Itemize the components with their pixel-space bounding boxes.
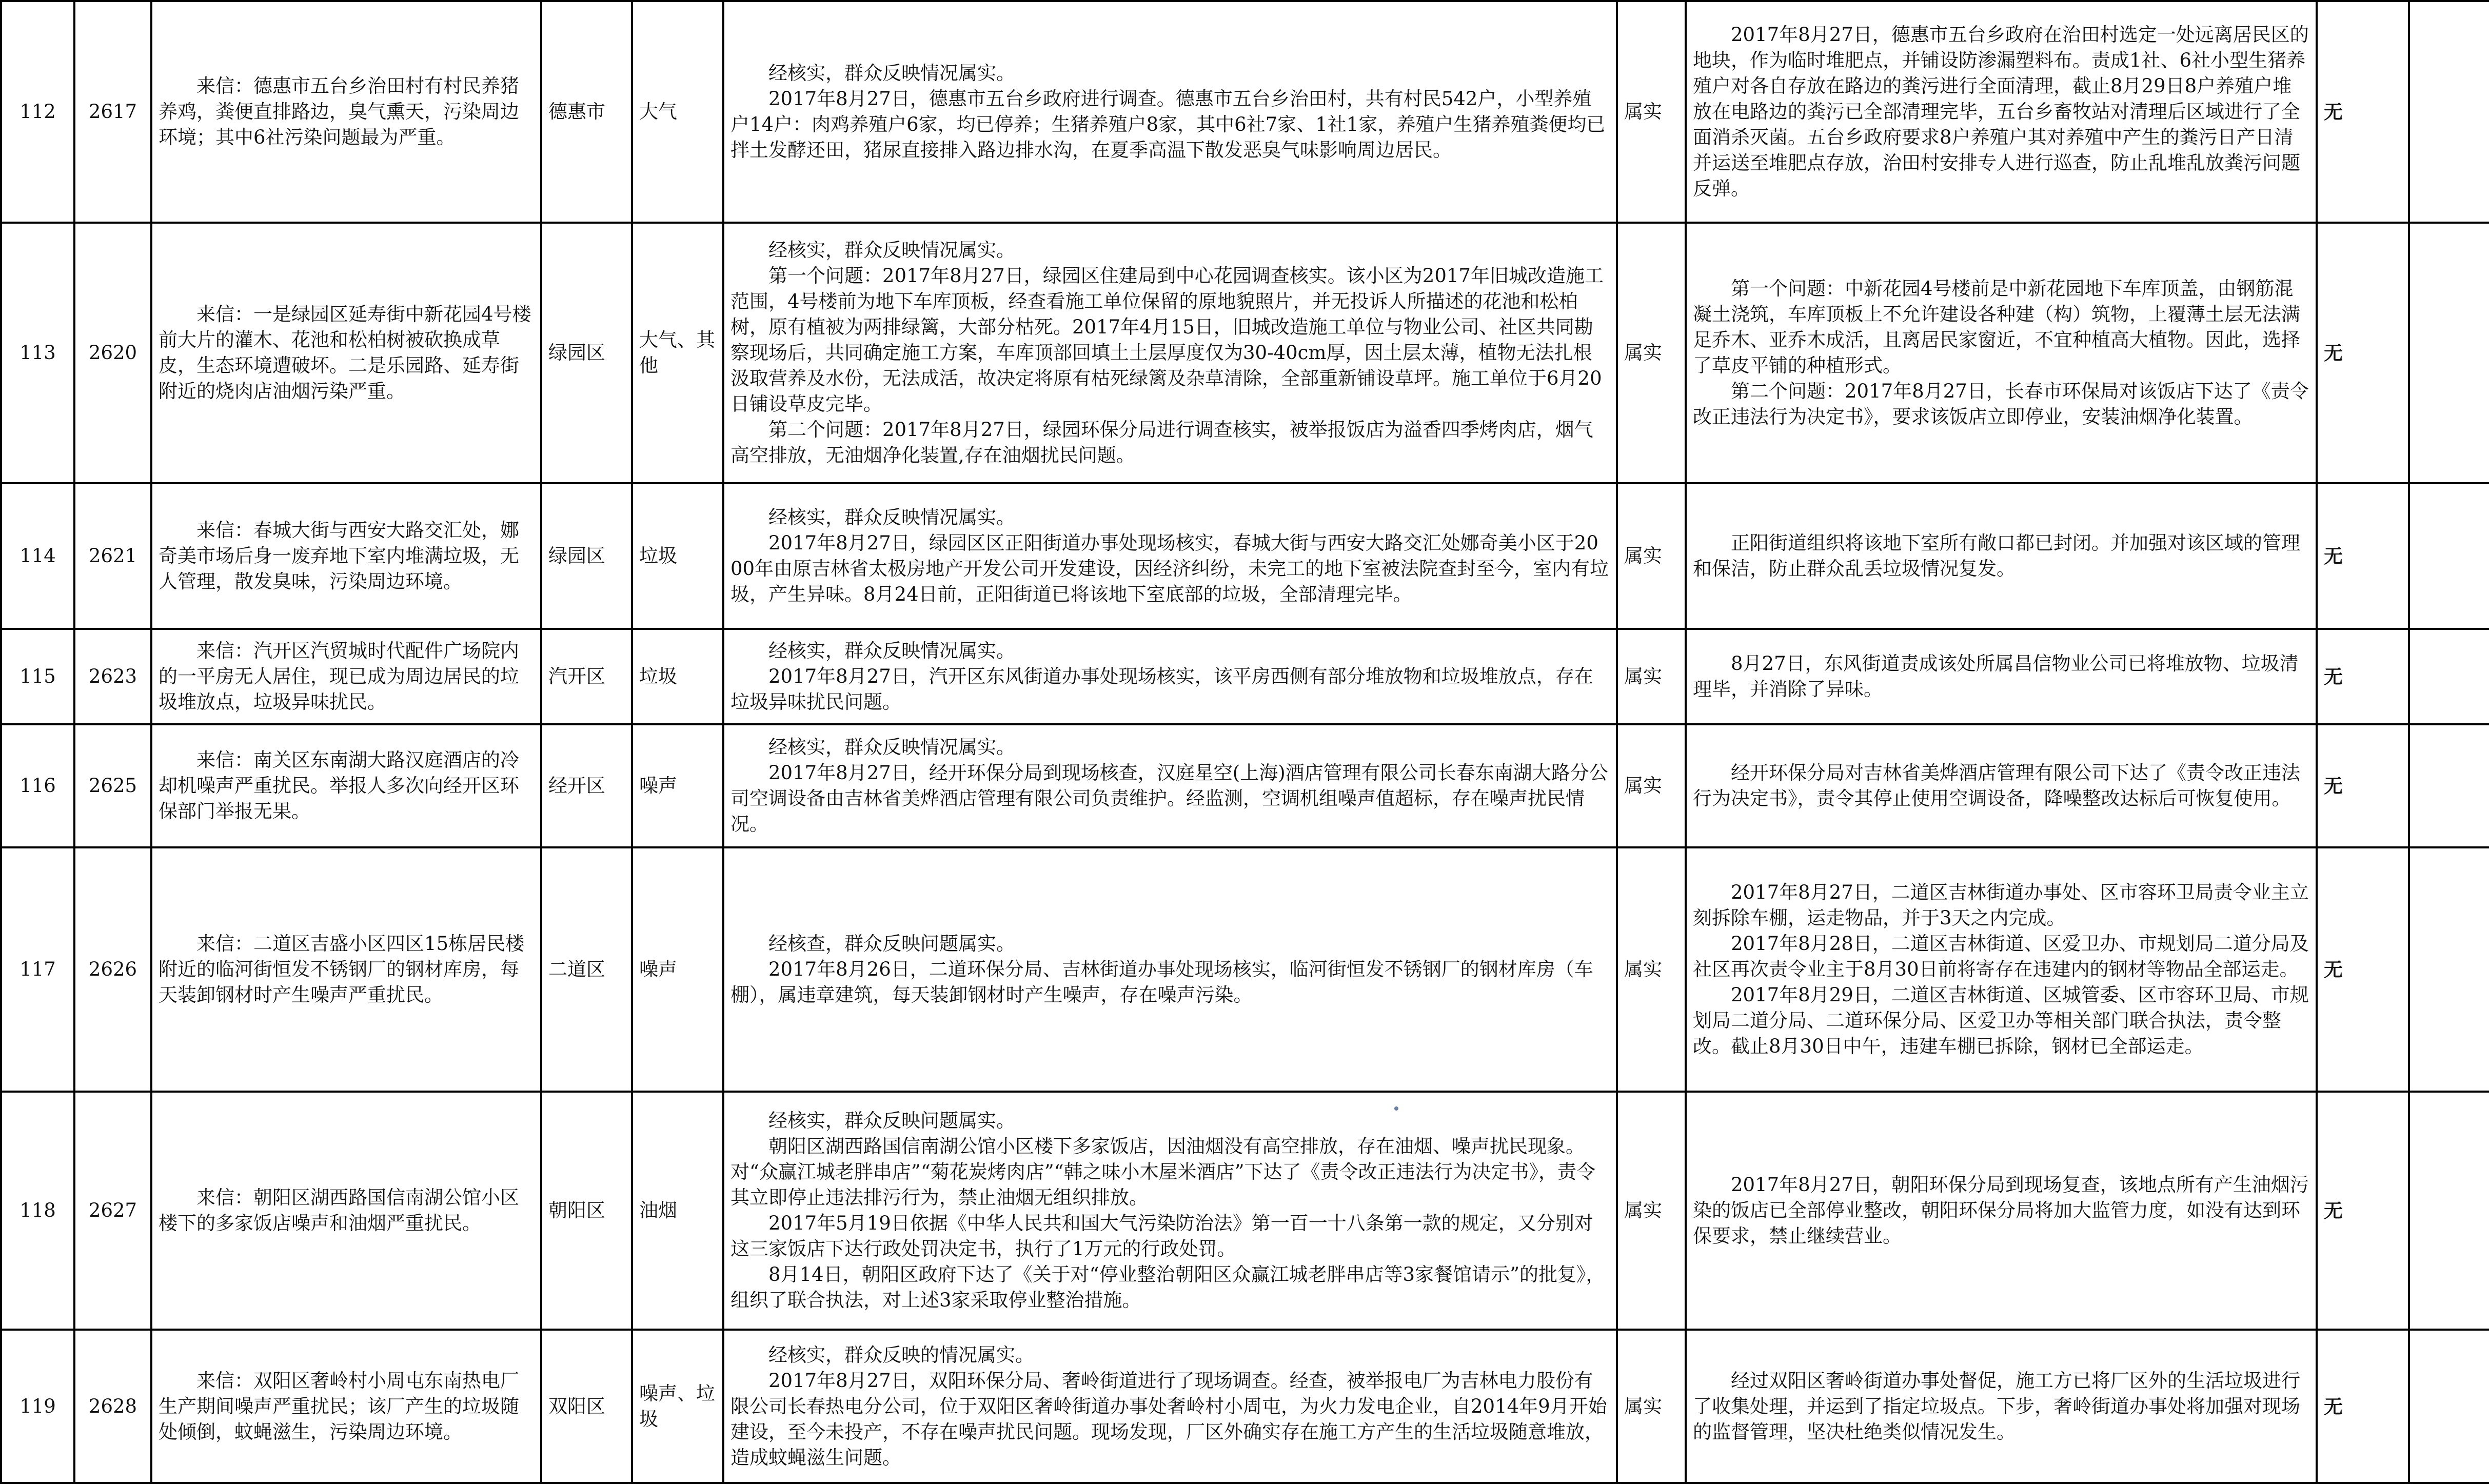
handling-cell-paragraph: 8月27日，东风街道责成该处所属昌信物业公司已将堆放物、垃圾清理毕，并消除了异味。: [1693, 652, 2299, 700]
table-row: [1, 629, 2489, 724]
table-row: [1, 483, 2489, 629]
verification-cell-paragraph: 2017年8月27日，德惠市五台乡政府进行调查。德惠市五台乡治田村，共有村民542户，小型养殖户14户：肉鸡养殖户6家，均已停养；生猪养殖户8家，其中6社7家、1社1家，养殖户生猪养殖粪便均已拌土发酵还田，猪尿直接排入路边排水沟，在夏季高温下散发恶臭气味影响周边居民。: [730, 88, 1606, 161]
handling-cell-paragraph: 2017年8月27日，朝阳环保分局到现场复查，该地点所有产生油烟污染的饭店已全部停业整改，朝阳环保分局将加大监管力度，如没有达到环保要求，禁止继续营业。: [1693, 1174, 2309, 1247]
handling-cell: [1686, 223, 2317, 483]
complaint-cell: [151, 1, 541, 223]
pollution-type-cell: 噪声: [632, 847, 723, 1092]
complaint-cell: [151, 483, 541, 629]
table-row: [1, 223, 2489, 483]
verification-cell-paragraph: 经核实，群众反映情况属实。: [768, 736, 1015, 758]
verification-cell-paragraph: 8月14日，朝阳区政府下达了《关于对“停业整治朝阳区众赢江城老胖串店等3家餐馆请示”的批复》，组织了联合执法，对上述3家采取停业整治措施。: [730, 1263, 1605, 1311]
case-number-cell: 2627: [74, 1092, 151, 1330]
pollution-type-cell: 噪声、垃圾: [632, 1330, 723, 1483]
verification-cell-paragraph: 2017年8月27日，汽开区东风街道办事处现场核实，该平房西侧有部分堆放物和垃圾堆放点，存在垃圾异味扰民问题。: [730, 665, 1593, 713]
case-number-cell: 2623: [74, 629, 151, 724]
complaint-cell: [151, 1330, 541, 1483]
verification-result-cell: 属实: [1617, 223, 1686, 483]
row-index-cell: 116: [1, 724, 74, 847]
handling-cell-paragraph: 正阳街道组织将该地下室所有敞口都已封闭。并加强对该区域的管理和保洁，防止群众乱丢垃圾情况复发。: [1693, 532, 2300, 580]
handling-cell-paragraph: 第一个问题：中新花园4号楼前是中新花园地下车库顶盖，由钢筋混凝土浇筑，车库顶板上不允许建设各种建（构）筑物，上覆薄土层无法满足乔木、亚乔木成活，且离居民家窗近，不宜种植高大植物。因此，选择了草皮平铺的种植形式。: [1693, 278, 2300, 377]
verification-result-cell: 属实: [1617, 847, 1686, 1092]
accountability-cell: 无: [2317, 629, 2409, 724]
admin-unit-cell: 朝阳区: [541, 1092, 632, 1330]
verification-cell-paragraph: 2017年8月27日，双阳环保分局、奢岭街道进行了现场调查。经查，被举报电厂为吉林电力股份有限公司长春热电分公司，位于双阳区奢岭街道办事处奢岭村小周屯，为火力发电企业，自2014年9月开始建设，至今未投产，不存在噪声扰民问题。现场发现，厂区外确实存在施工方产生的生活垃圾随意堆放，造成蚊蝇滋生问题。: [730, 1369, 1607, 1469]
pollution-type-cell: 垃圾: [632, 629, 723, 724]
verification-cell-paragraph: 经核实，群众反映情况属实。: [768, 239, 1015, 261]
verification-cell-paragraph: 经核实，群众反映情况属实。: [768, 506, 1015, 528]
handling-cell-paragraph: 第二个问题：2017年8月27日，长春市环保局对该饭店下达了《责令改正违法行为决定书》，要求该饭店立即停业，安装油烟净化装置。: [1693, 380, 2309, 428]
accountability-cell: 无: [2317, 1330, 2409, 1483]
accountability-cell: 无: [2317, 1092, 2409, 1330]
complaint-text: 来信：二道区吉盛小区四区15栋居民楼附近的临河街恒发不锈钢厂的钢材库房，每天装卸钢材时产生噪声严重扰民。: [159, 933, 525, 1006]
complaint-cell: [151, 724, 541, 847]
table-row: [1, 1330, 2489, 1483]
verification-result-cell: 属实: [1617, 1330, 1686, 1483]
verification-cell: [723, 1092, 1617, 1330]
handling-cell-paragraph: 经过双阳区奢岭街道办事处督促，施工方已将厂区外的生活垃圾进行了收集处理，并运到了指定垃圾点。下步，奢岭街道办事处将加强对现场的监督管理，坚决杜绝类似情况发生。: [1693, 1369, 2300, 1443]
verification-cell: [723, 724, 1617, 847]
table-body: [1, 1, 2489, 1483]
verification-cell-paragraph: 朝阳区湖西路国信南湖公馆小区楼下多家饭店，因油烟没有高空排放，存在油烟、噪声扰民现象。对“众赢江城老胖串店”“菊花炭烤肉店”“韩之味小木屋米酒店”下达了《责令改正违法行为决定书》，责令其立即停止违法排污行为，禁止油烟无组织排放。: [730, 1135, 1595, 1209]
handling-cell: [1686, 1, 2317, 223]
verification-cell-paragraph: 2017年8月27日，绿园区区正阳街道办事处现场核实，春城大街与西安大路交汇处娜奇美小区于2000年由原吉林省太极房地产开发公司开发建设，因经济纠纷，未完工的地下室被法院查封至今，室内有垃圾，产生异味。8月24日前，正阳街道已将该地下室底部的垃圾，全部清理完毕。: [730, 532, 1609, 605]
verification-cell: [723, 847, 1617, 1092]
complaint-text: 来信：汽开区汽贸城时代配件广场院内的一平房无人居住，现已成为周边居民的垃圾堆放点，垃圾异味扰民。: [159, 640, 519, 713]
complaint-cell: [151, 1092, 541, 1330]
case-number-cell: 2620: [74, 223, 151, 483]
verification-cell-paragraph: 经核实，群众反映情况属实。: [768, 62, 1015, 84]
complaint-cell: [151, 223, 541, 483]
row-index-cell: 119: [1, 1330, 74, 1483]
handling-cell: [1686, 724, 2317, 847]
verification-result-cell: 属实: [1617, 629, 1686, 724]
verification-cell-paragraph: 2017年8月26日，二道环保分局、吉林街道办事处现场核实，临河街恒发不锈钢厂的钢材库房（车棚），属违章建筑，每天装卸钢材时产生噪声，存在噪声污染。: [730, 958, 1593, 1006]
handling-cell-paragraph: 2017年8月27日，二道区吉林街道办事处、区市容环卫局责令业主立刻拆除车棚，运走物品，并于3天之内完成。: [1693, 881, 2309, 929]
row-index-cell: 117: [1, 847, 74, 1092]
verification-cell: [723, 223, 1617, 483]
verification-cell-paragraph: 经核查，群众反映问题属实。: [768, 933, 1015, 955]
complaint-text: 来信：德惠市五台乡治田村有村民养猪养鸡，粪便直排路边，臭气熏天，污染周边环境；其中6社污染问题最为严重。: [159, 75, 519, 148]
row-index-cell: 112: [1, 1, 74, 223]
handling-cell: [1686, 629, 2317, 724]
blank-cell: [2409, 1092, 2489, 1330]
verification-cell-paragraph: 2017年5月19日依据《中华人民共和国大气污染防治法》第一百一十八条第一款的规定，又分别对这三家饭店下达行政处罚决定书，执行了1万元的行政处罚。: [730, 1212, 1593, 1260]
handling-cell-paragraph: 2017年8月29日，二道区吉林街道、区城管委、区市容环卫局、市规划局二道分局、二道环保分局、区爱卫办等相关部门联合执法，责令整改。截止8月30日中午，违建车棚已拆除，钢材已全部运走。: [1693, 984, 2309, 1057]
complaint-text: 来信：朝阳区湖西路国信南湖公馆小区楼下的多家饭店噪声和油烟严重扰民。: [159, 1186, 519, 1234]
admin-unit-cell: 汽开区: [541, 629, 632, 724]
verification-cell-paragraph: 经核实，群众反映的情况属实。: [768, 1343, 1034, 1366]
complaint-cell: [151, 847, 541, 1092]
complaint-text: 来信：双阳区奢岭村小周屯东南热电厂生产期间噪声严重扰民；该厂产生的垃圾随处倾倒，蚊蝇滋生，污染周边环境。: [159, 1369, 519, 1443]
pollution-type-cell: 大气、其他: [632, 223, 723, 483]
pollution-type-cell: 垃圾: [632, 483, 723, 629]
verification-cell-paragraph: 第二个问题：2017年8月27日，绿园环保分局进行调查核实，被举报饭店为溢香四季烤肉店，烟气高空排放，无油烟净化装置,存在油烟扰民问题。: [730, 419, 1593, 466]
blank-cell: [2409, 847, 2489, 1092]
accountability-cell: 无: [2317, 847, 2409, 1092]
verification-cell: [723, 483, 1617, 629]
verification-result-cell: 属实: [1617, 483, 1686, 629]
blank-cell: [2409, 629, 2489, 724]
row-index-cell: 115: [1, 629, 74, 724]
row-index-cell: 114: [1, 483, 74, 629]
handling-cell: [1686, 483, 2317, 629]
admin-unit-cell: 双阳区: [541, 1330, 632, 1483]
complaint-text: 来信：一是绿园区延寿街中新花园4号楼前大片的灌木、花池和松柏树被砍换成草皮，生态环境遭破坏。二是乐园路、延寿街附近的烧肉店油烟污染严重。: [159, 303, 531, 402]
admin-unit-cell: 经开区: [541, 724, 632, 847]
complaint-cell: [151, 629, 541, 724]
admin-unit-cell: 绿园区: [541, 223, 632, 483]
verification-result-cell: 属实: [1617, 1, 1686, 223]
verification-result-cell: 属实: [1617, 724, 1686, 847]
case-number-cell: 2625: [74, 724, 151, 847]
accountability-cell: 无: [2317, 223, 2409, 483]
verification-cell: [723, 1, 1617, 223]
handling-cell-paragraph: 2017年8月28日，二道区吉林街道、区爱卫办、市规划局二道分局及社区再次责令业主于8月30日前将寄存在违建内的钢材等物品全部运走。: [1693, 933, 2309, 980]
case-number-cell: 2617: [74, 1, 151, 223]
verification-cell-paragraph: 经核实，群众反映情况属实。: [768, 640, 1015, 662]
blank-cell: [2409, 1330, 2489, 1483]
accountability-cell: 无: [2317, 483, 2409, 629]
verification-cell: [723, 629, 1617, 724]
case-number-cell: 2621: [74, 483, 151, 629]
complaint-text: 来信：南关区东南湖大路汉庭酒店的冷却机噪声严重扰民。举报人多次向经开区环保部门举报无果。: [159, 749, 519, 822]
verification-cell-paragraph: 第一个问题：2017年8月27日，绿园区住建局到中心花园调查核实。该小区为2017年旧城改造施工范围，4号楼前为地下车库顶板，经查看施工单位保留的原地貌照片，并无投诉人所描述的花池和松柏树，原有植被为两排绿篱，大部分枯死。2017年4月15日，旧城改造施工单位与物业公司、社区共同勘察现场后，共同确定施工方案，车库顶部回填土土层厚度仅为30-40cm厚，因土层太薄，植物无法扎根汲取营养及水份，无法成活，故决定将原有枯死绿篱及杂草清除，全部重新铺设草坪。施工单位于6月20日铺设草皮完毕。: [730, 265, 1604, 415]
handling-cell-paragraph: 2017年8月27日，德惠市五台乡政府在治田村选定一处远离居民区的地块，作为临时堆肥点，并铺设防渗漏塑料布。责成1社、6社小型生猪养殖户对各自存放在路边的粪污进行全面清理，截止8月29日8户养殖户堆放在电路边的粪污已全部清理完毕，五台乡畜牧站对清理后区域进行了全面消杀灭菌。五台乡政府要求8户养殖户其对养殖中产生的粪污日产日清并运送至堆肥点存放，治田村安排专人进行巡查，防止乱堆乱放粪污问题反弹。: [1693, 24, 2309, 200]
pollution-type-cell: 大气: [632, 1, 723, 223]
blank-cell: [2409, 1, 2489, 223]
case-number-cell: 2628: [74, 1330, 151, 1483]
case-number-cell: 2626: [74, 847, 151, 1092]
table-row: [1, 724, 2489, 847]
accountability-cell: 无: [2317, 724, 2409, 847]
verification-result-cell: 属实: [1617, 1092, 1686, 1330]
table-row: [1, 1092, 2489, 1330]
table-row: [1, 847, 2489, 1092]
verification-cell-paragraph: 2017年8月27日，经开环保分局到现场核查，汉庭星空(上海)酒店管理有限公司长春东南湖大路分公司空调设备由吉林省美烨酒店管理有限公司负责维护。经监测，空调机组噪声值超标，存在噪声扰民情况。: [730, 762, 1608, 835]
table-row: [1, 1, 2489, 223]
row-index-cell: 113: [1, 223, 74, 483]
blank-cell: [2409, 724, 2489, 847]
admin-unit-cell: 德惠市: [541, 1, 632, 223]
handling-cell-paragraph: 经开环保分局对吉林省美烨酒店管理有限公司下达了《责令改正违法行为决定书》，责令其停止使用空调设备，降噪整改达标后可恢复使用。: [1693, 762, 2300, 809]
row-index-cell: 118: [1, 1092, 74, 1330]
pollution-type-cell: 噪声: [632, 724, 723, 847]
complaint-text: 来信：春城大街与西安大路交汇处，娜奇美市场后身一废弃地下室内堆满垃圾，无人管理，散发臭味，污染周边环境。: [159, 519, 519, 592]
admin-unit-cell: 二道区: [541, 847, 632, 1092]
verification-cell: [723, 1330, 1617, 1483]
handling-cell: [1686, 1330, 2317, 1483]
handling-cell: [1686, 847, 2317, 1092]
stray-dot: [1394, 1106, 1398, 1111]
blank-cell: [2409, 483, 2489, 629]
accountability-cell: 无: [2317, 1, 2409, 223]
pollution-type-cell: 油烟: [632, 1092, 723, 1330]
handling-cell: [1686, 1092, 2317, 1330]
admin-unit-cell: 绿园区: [541, 483, 632, 629]
blank-cell: [2409, 223, 2489, 483]
verification-cell-paragraph: 经核实，群众反映问题属实。: [768, 1110, 1015, 1132]
